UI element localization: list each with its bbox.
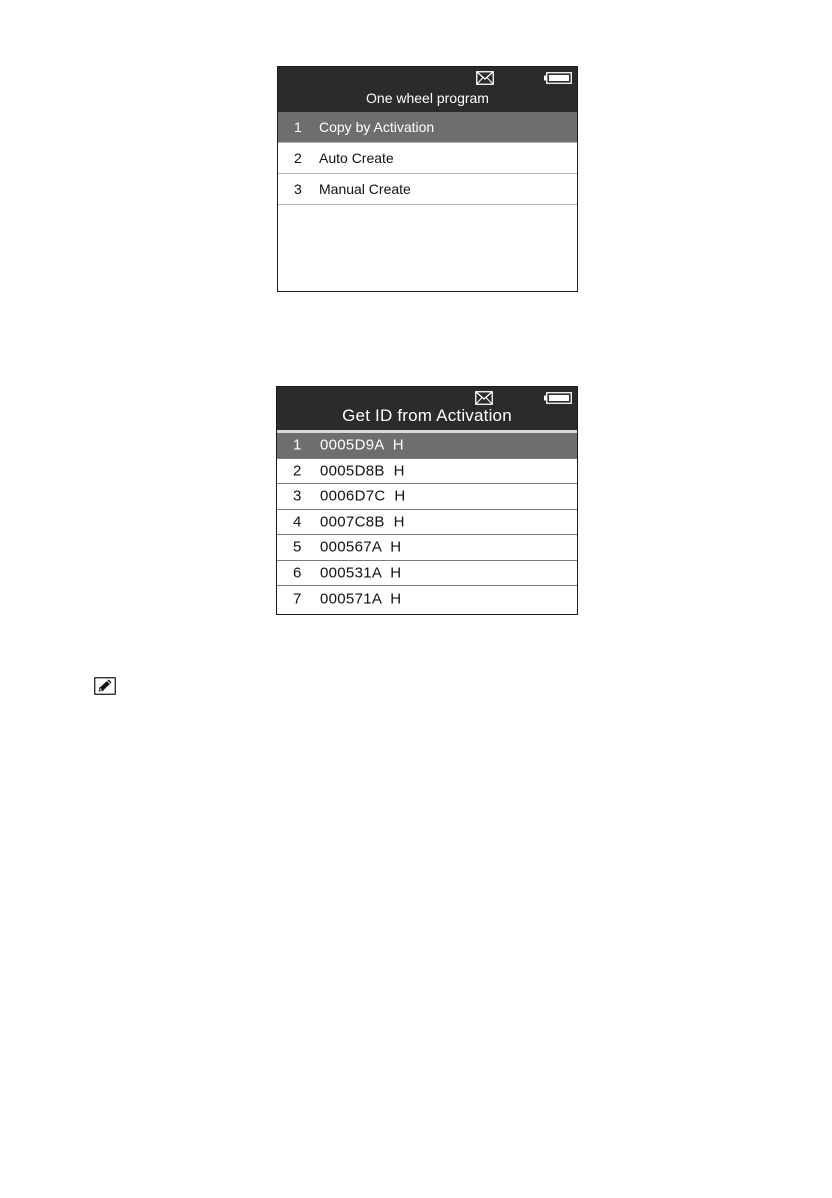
sensor-id-list	[277, 433, 577, 612]
menu-item-label: Copy by Activation	[319, 119, 435, 135]
sensor-id-number: 1	[293, 436, 302, 454]
menu-item-number: 1	[294, 119, 302, 135]
sensor-id-item[interactable]	[277, 561, 577, 587]
menu-item-label: Manual Create	[319, 181, 411, 197]
mail-icon	[475, 391, 493, 405]
sensor-id-value: 000531A H	[320, 564, 402, 582]
screen-title: One wheel program	[366, 90, 489, 106]
battery-icon	[544, 392, 572, 404]
get-id-from-activation-screen	[276, 386, 578, 615]
note-pencil-icon	[94, 677, 116, 695]
one-wheel-program-screen	[277, 66, 578, 292]
sensor-id-value: 000567A H	[320, 538, 402, 556]
screen-header	[277, 387, 577, 433]
sensor-id-value: 0007C8B H	[320, 513, 405, 531]
sensor-id-number: 7	[293, 590, 302, 608]
menu-item-number: 2	[294, 150, 302, 166]
menu-list	[278, 112, 577, 205]
sensor-id-item[interactable]	[277, 459, 577, 485]
sensor-id-number: 4	[293, 513, 302, 531]
sensor-id-item[interactable]	[277, 433, 577, 459]
menu-item-auto-create[interactable]	[278, 143, 577, 174]
screen-title: Get ID from Activation	[342, 406, 512, 425]
sensor-id-item[interactable]	[277, 535, 577, 561]
screen-header	[278, 67, 577, 112]
sensor-id-value: 0006D7C H	[320, 487, 406, 505]
sensor-id-number: 5	[293, 538, 302, 556]
menu-item-manual-create[interactable]	[278, 174, 577, 205]
menu-item-copy-by-activation[interactable]	[278, 112, 577, 143]
battery-icon	[544, 72, 572, 84]
sensor-id-item[interactable]	[277, 484, 577, 510]
sensor-id-value: 000571A H	[320, 590, 402, 608]
sensor-id-item[interactable]	[277, 510, 577, 536]
mail-icon	[476, 71, 494, 85]
sensor-id-number: 6	[293, 564, 302, 582]
sensor-id-item[interactable]	[277, 586, 577, 612]
sensor-id-number: 3	[293, 487, 302, 505]
menu-item-number: 3	[294, 181, 302, 197]
sensor-id-value: 0005D8B H	[320, 462, 405, 480]
menu-item-label: Auto Create	[319, 150, 394, 166]
sensor-id-number: 2	[293, 462, 302, 480]
sensor-id-value: 0005D9A H	[320, 436, 404, 454]
